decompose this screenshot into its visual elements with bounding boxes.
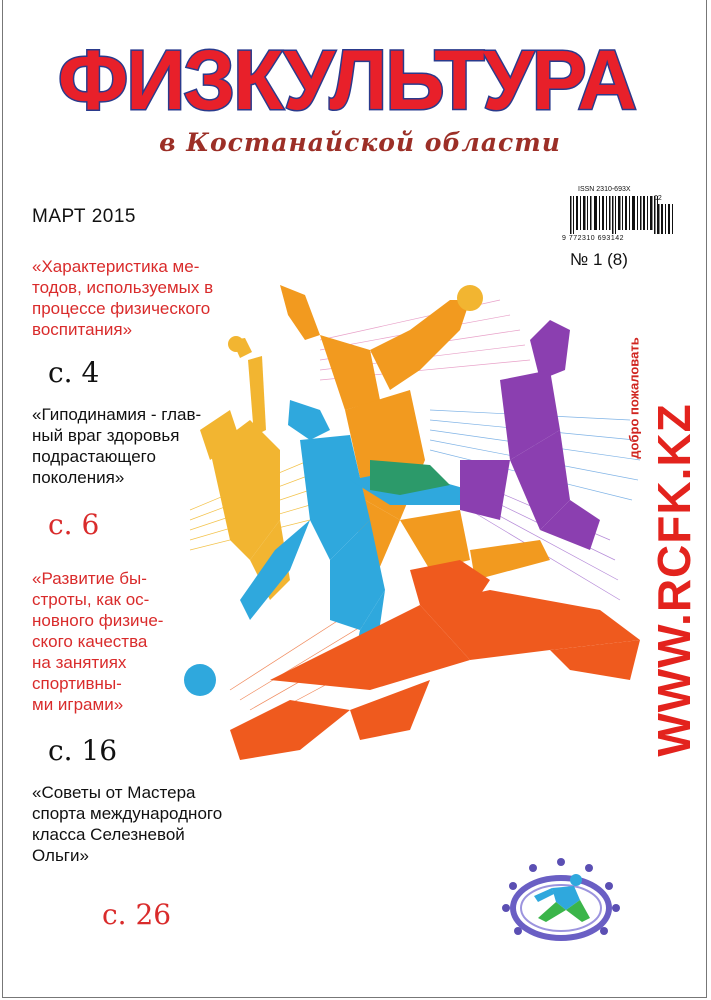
- athlete-purple: [460, 320, 600, 550]
- article-page-2: с. 6: [48, 508, 100, 541]
- ball-icon: [457, 285, 483, 311]
- article-teaser-2: «Гиподинамия - глав- ный враг здоровья подрастающего поколения»: [32, 405, 202, 487]
- article-page-4: с. 26: [102, 898, 172, 931]
- website-url: WWW.RCFK.KZ: [648, 403, 700, 757]
- magazine-subtitle: в Костанайской области: [159, 128, 561, 157]
- article-teaser-3: «Развитие бы- строты, как ос- новного физиче- ского качества на занятиях спортивны- ми играми»: [32, 569, 164, 714]
- barcode-addon-icon: [658, 204, 674, 234]
- issue-number: № 1 (8): [570, 250, 628, 269]
- welcome-slogan: добро пожаловать: [626, 337, 642, 459]
- barcode-addon: 02: [654, 195, 662, 202]
- athlete-orange-red: [230, 560, 640, 760]
- article-page-1: с. 4: [48, 356, 100, 389]
- barcode-digits: 9 772310 693142: [562, 235, 624, 242]
- article-page-3: с. 16: [48, 734, 118, 767]
- magazine-title: ФИЗКУЛЬТУРА: [57, 33, 636, 127]
- barcode: [562, 186, 674, 246]
- issn-label: ISSN 2310-693X: [578, 186, 631, 193]
- sports-center-logo-icon: [494, 856, 628, 952]
- issue-date: МАРТ 2015: [32, 206, 136, 227]
- article-teaser-4: «Советы от Мастера спорта международного класса Селезневой Ольги»: [32, 783, 223, 865]
- barcode-icon: [570, 196, 660, 234]
- article-teaser-1: «Характеристика ме- тодов, используемых в процессе физического воспитания»: [32, 257, 214, 339]
